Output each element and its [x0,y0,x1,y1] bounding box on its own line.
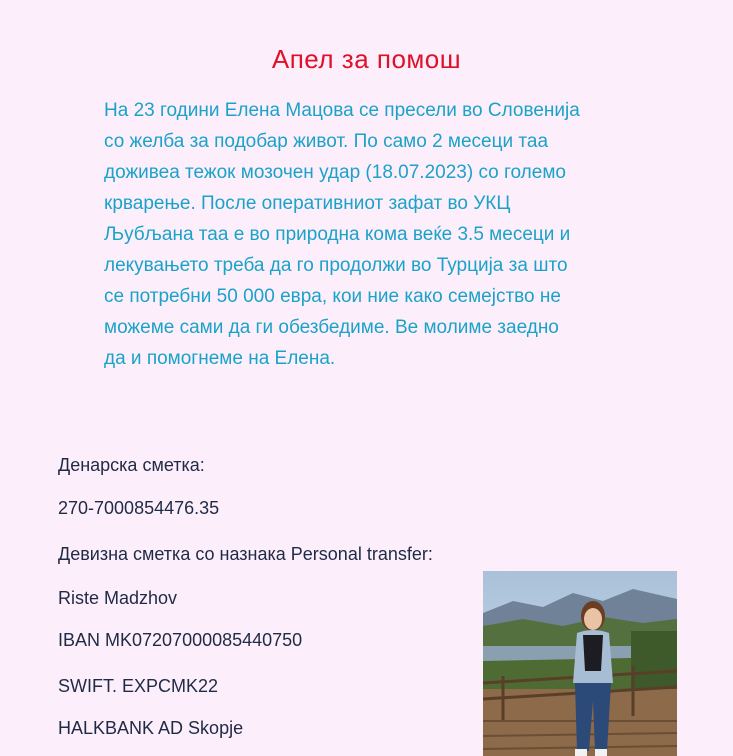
girl-photo [483,571,677,756]
foreign-account-label: Девизна сметка со назнака Personal transfer: [58,544,433,564]
appeal-line: да и помогнеме на Елена. [104,348,336,369]
appeal-text [104,95,704,374]
swift-code: SWIFT. EXPCMK22 [58,676,219,696]
appeal-line: лекувањето треба да го продолжи во Турција за што [104,255,568,276]
appeal-line: можеме сами да ги обезбедиме. Ве молиме заедно [104,317,559,338]
denar-account-label: Денарска сметка: [58,455,205,475]
bank-name: HALKBANK AD Skopje [58,718,244,738]
appeal-line: Љубљана таа е во природна кома веќе 3.5 месеци и [104,224,571,245]
appeal-title: Апел за помош [271,44,462,74]
iban: IBAN MK07207000085440750 [58,630,303,650]
appeal-line: се потребни 50 000 евра, кои ние како семејство не [104,286,561,307]
appeal-line: крварење. После оперативниот зафат во УКЦ [104,193,511,214]
denar-account-number: 270-7000854476.35 [58,498,220,518]
account-holder-name: Riste Madzhov [58,588,178,608]
appeal-line: доживеа тежок мозочен удар (18.07.2023) со големо [104,162,566,183]
appeal-line: На 23 години Елена Мацова се пресели во Словенија [104,100,580,121]
appeal-line: со желба за подобар живот. По само 2 месеци таа [104,131,549,152]
